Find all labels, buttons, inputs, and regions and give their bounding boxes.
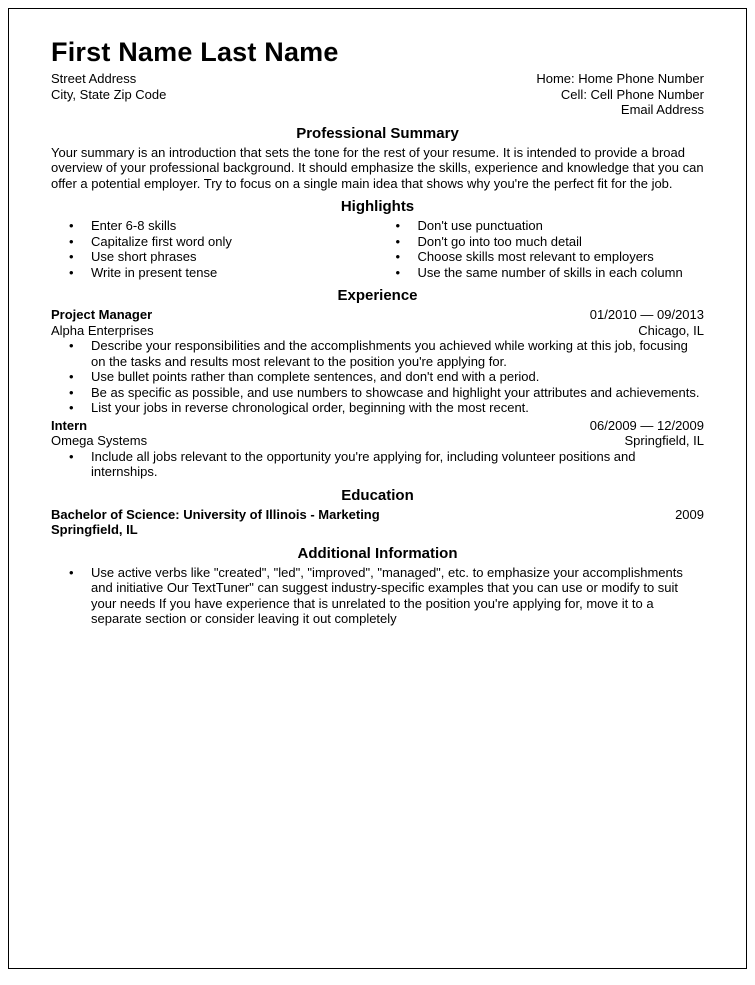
highlight-item: • Use short phrases (51, 249, 378, 265)
job-location: Springfield, IL (624, 433, 704, 448)
job-bullet: • Use bullet points rather than complete sentences, and don't end with a period. (51, 369, 704, 385)
job-bullet-list (51, 449, 704, 480)
section-heading-highlights: Highlights (340, 198, 415, 215)
section-heading-professional-summary: Professional Summary (296, 124, 459, 142)
job-title: Intern (51, 417, 88, 433)
education-degree: Bachelor of Science: University of Illinois - Marketing (51, 506, 380, 522)
job-company-row (51, 323, 704, 339)
highlights-left-list (51, 218, 378, 280)
job-company: Alpha Enterprises (51, 322, 154, 338)
job-company-row (51, 433, 704, 449)
highlight-item: • Don't use punctuation (378, 218, 705, 234)
education-year: 2009 (675, 506, 704, 522)
highlight-item: • Use the same number of skills in each column (378, 265, 705, 281)
job-dates: 06/2009 — 12/2009 (589, 417, 704, 433)
job-dates: 01/2010 — 09/2013 (589, 307, 704, 322)
job-bullet: • Include all jobs relevant to the opportunity you're applying for, including volunteer positions and internships. (51, 449, 704, 480)
section-heading-experience: Experience (337, 287, 418, 304)
job-bullet: • Be as specific as possible, and use numbers to showcase and highlight your attributes and achievements. (51, 385, 704, 401)
job-title-row (51, 418, 704, 434)
full-name: First Name Last Name (51, 37, 339, 67)
highlight-item: • Enter 6-8 skills (51, 218, 378, 234)
job-title-row (51, 307, 704, 323)
summary-text: Your summary is an introduction that sets the tone for the rest of your resume. It is intended to provide a broad overview of your professional background. It should emphasize the skills, experience and knowledge that you can offer a potential employer. Try to focus on a single main idea that shows why you're the perfect fit for the job. (51, 144, 704, 191)
home-phone: Home: Home Phone Number (536, 71, 704, 86)
job-bullet: • List your jobs in reverse chronological order, beginning with the most recent. (51, 400, 704, 416)
job-title: Project Manager (51, 307, 153, 322)
highlights-columns (51, 218, 704, 280)
section-heading-education: Education (341, 486, 414, 504)
highlight-item: • Write in present tense (51, 265, 378, 281)
highlights-right-list (378, 218, 705, 280)
resume-page (8, 8, 747, 969)
cell-phone: Cell: Cell Phone Number (560, 86, 704, 102)
additional-bullet: • Use active verbs like "created", "led", "improved", "managed", etc. to emphasize your accomplishments and initiative Our TextTuner" can suggest industry-specific examples that you can use or modify to suit your needs If you have experience that is unrelated to the position you're applying for, move it to a separate section or consider leaving it out completely (51, 565, 704, 627)
education-row (51, 507, 704, 523)
contact-block (51, 71, 704, 118)
job-company: Omega Systems (51, 433, 148, 448)
highlight-item: • Choose skills most relevant to employers (378, 249, 705, 265)
additional-bullet-list (51, 565, 704, 627)
highlight-item: • Don't go into too much detail (378, 234, 705, 250)
education-location: Springfield, IL (51, 522, 138, 537)
job-entry (51, 418, 704, 480)
job-entry (51, 307, 704, 416)
city-state-zip: City, State Zip Code (51, 86, 167, 102)
section-heading-additional-information: Additional Information (297, 544, 458, 562)
job-bullet-list (51, 338, 704, 416)
email-address: Email Address (620, 102, 704, 117)
phone-email-block (536, 71, 704, 118)
highlight-item: • Capitalize first word only (51, 234, 378, 250)
address-block (51, 71, 166, 118)
job-location: Chicago, IL (638, 322, 704, 338)
job-bullet: • Describe your responsibilities and the accomplishments you achieved while working at this job, focusing on the tasks and results most relevant to the position you're applying for. (51, 338, 704, 369)
street-address: Street Address (51, 71, 137, 86)
